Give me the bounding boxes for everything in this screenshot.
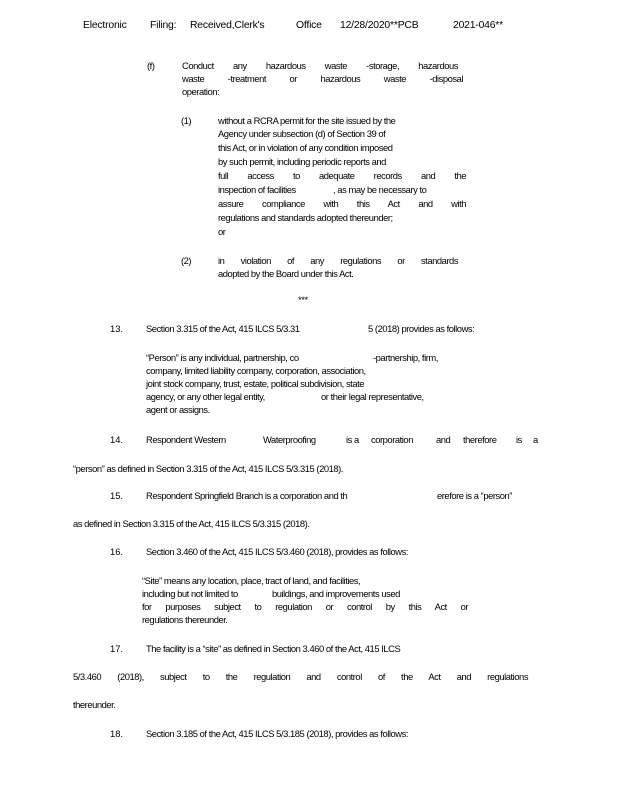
quote-16-line-1: “Site” means any location, place, tract of land, and facilities, [142,575,361,586]
word: of [287,255,295,266]
word: -treatment [227,73,267,84]
word: waste [324,60,347,71]
word: control [346,601,372,612]
paragraph-14-word: Waterproofing [263,434,316,445]
word: and [420,170,436,181]
paragraph-14-word: corporation [371,434,413,445]
header-electronic: Electronic [83,20,127,31]
word: Act [387,198,400,209]
quote-16-line-2b: buildings, and improvements used [272,588,400,599]
word: control [336,671,362,682]
word: to [202,671,210,682]
paragraph-14-word: Respondent Western [146,434,226,445]
section-f-line-3: operation: [182,86,220,97]
quote-16-line-3 [142,601,468,612]
word: the [401,671,413,682]
word: assure [218,198,244,209]
word: subject [159,671,187,682]
paragraph-18-text: Section 3.185 of the Act, 415 ILCS 5/3.185 (2018), provides as follows: [146,728,408,739]
word: to [292,170,300,181]
header-office: Office [296,20,322,31]
word: standards [420,255,459,266]
word: waste [182,73,205,84]
quote-16-line-4: regulations thereunder. [142,614,228,625]
quote-13-line-4a: agency, or any other legal entity, [146,391,265,402]
word: -disposal [429,73,464,84]
paragraph-16-text: Section 3.460 of the Act, 415 ILCS 5/3.460 (2018), provides as follows: [146,546,408,557]
word: the [225,671,238,682]
word: hazardous [320,73,361,84]
quote-13-line-5: agent or assigns. [146,404,210,415]
paragraph-17-text: The facility is a “site” as defined in Section 3.460 of the Act, 415 ILCS [146,643,401,654]
paragraph-17-continuation [73,671,528,682]
word: violation [240,255,271,266]
subsection-1-line-6a: inspection of facilities [218,184,296,195]
quote-13-line-1a: “Person” is any individual, partnership, co [146,352,299,363]
word: to [254,601,262,612]
word: hazardous [418,60,458,71]
word: Act [434,601,447,612]
word: by [385,601,395,612]
word: full [218,170,229,181]
paragraph-15-continuation: as defined in Section 3.315 of the Act, 415 ILCS 5/3.315 (2018). [73,518,310,529]
paragraph-13-text-b: 5 (2018) provides as follows: [368,323,475,334]
paragraph-16-number: 16. [110,546,124,557]
word: for [142,601,152,612]
word: compliance [261,198,305,209]
section-f-line-2 [182,73,463,84]
quote-13-line-2: company, limited liability company, corporation, association, [146,365,366,376]
word: regulations [340,255,382,266]
subsection-1-line-4: by such permit, including periodic reports and [218,156,386,167]
word: regulation [253,671,291,682]
word: and [306,671,321,682]
subsection-1-label: (1) [181,115,192,126]
subsection-1-line-8: regulations and standards adopted thereunder; [218,212,393,223]
word: -storage, [366,60,400,71]
header-filing: Filing: [150,20,177,31]
word: regulation [275,601,312,612]
paragraph-17-continuation-2: thereunder. [73,699,116,710]
word: or [460,601,469,612]
subsection-1-line-7 [218,198,466,209]
paragraph-13-text-a: Section 3.315 of the Act, 415 ILCS 5/3.31 [146,323,300,334]
quote-13-line-1b: -partnership, firm, [373,352,438,363]
quote-16-line-2a: including but not limited to [142,588,238,599]
word: Conduct [182,60,214,71]
word: hazardous [265,60,306,71]
subsection-1-line-6b: , as may be necessary to [333,184,427,195]
paragraph-18-number: 18. [110,728,124,739]
word: 5/3.460 [73,671,102,682]
word: or [289,73,297,84]
paragraph-15-text-b: erefore is a “person” [437,490,512,501]
quote-13-line-3: joint stock company, trust, estate, political subdivision, state [146,378,365,389]
subsection-1-line-3: this Act, or in violation of any condition imposed [218,142,393,153]
word: and [456,671,471,682]
paragraph-14-word: is a [346,434,359,445]
word: or [325,601,334,612]
paragraph-14-word: is [516,434,522,445]
subsection-1-line-9: or [218,226,226,237]
word: waste [383,73,407,84]
subsection-1-line-2: Agency under subsection (d) of Section 39 of [218,128,386,139]
word: with [323,198,339,209]
word: with [451,198,466,209]
paragraph-14-word: a [533,434,538,445]
paragraph-14-word: therefore [463,434,497,445]
word: and [418,198,433,209]
header-case: 2021-046** [453,20,503,31]
word: any [232,60,247,71]
paragraph-17-number: 17. [110,643,124,654]
paragraph-15-number: 15. [110,490,124,501]
word: this [356,198,370,209]
section-break-stars: *** [298,294,308,305]
subsection-2-line-1 [218,255,458,266]
paragraph-14-number: 14. [110,434,124,445]
word: access [247,170,274,181]
paragraph-13-number: 13. [110,323,124,334]
subsection-1-line-5 [218,170,466,181]
subsection-2-label: (2) [181,255,192,266]
word: (2018), [117,671,144,682]
section-f-line-1 [182,60,458,71]
subsection-1-line-1: without a RCRA permit for the site issued by the [218,115,396,126]
word: records [373,170,402,181]
word: adequate [319,170,355,181]
paragraph-15-text-a: Respondent Springfield Branch is a corporation and th [146,490,348,501]
word: purposes [165,601,201,612]
word: subject [214,601,241,612]
subsection-2-line-2: adopted by the Board under this Act. [218,268,354,279]
word: Act [428,671,441,682]
word: of [377,671,385,682]
word: the [454,170,467,181]
word: in [218,255,225,266]
word: any [310,255,325,266]
word: this [408,601,422,612]
word: regulations [487,671,529,682]
paragraph-14-continuation: “person” as defined in Section 3.315 of the Act, 415 ILCS 5/3.315 (2018). [73,463,343,474]
header-date: 12/28/2020**PCB [340,20,419,31]
header-received: Received,Clerk's [190,20,265,31]
section-f-label: (f) [147,60,155,71]
quote-13-line-4b: or their legal representative, [321,391,424,402]
paragraph-14-word: and [436,434,451,445]
word: or [397,255,405,266]
